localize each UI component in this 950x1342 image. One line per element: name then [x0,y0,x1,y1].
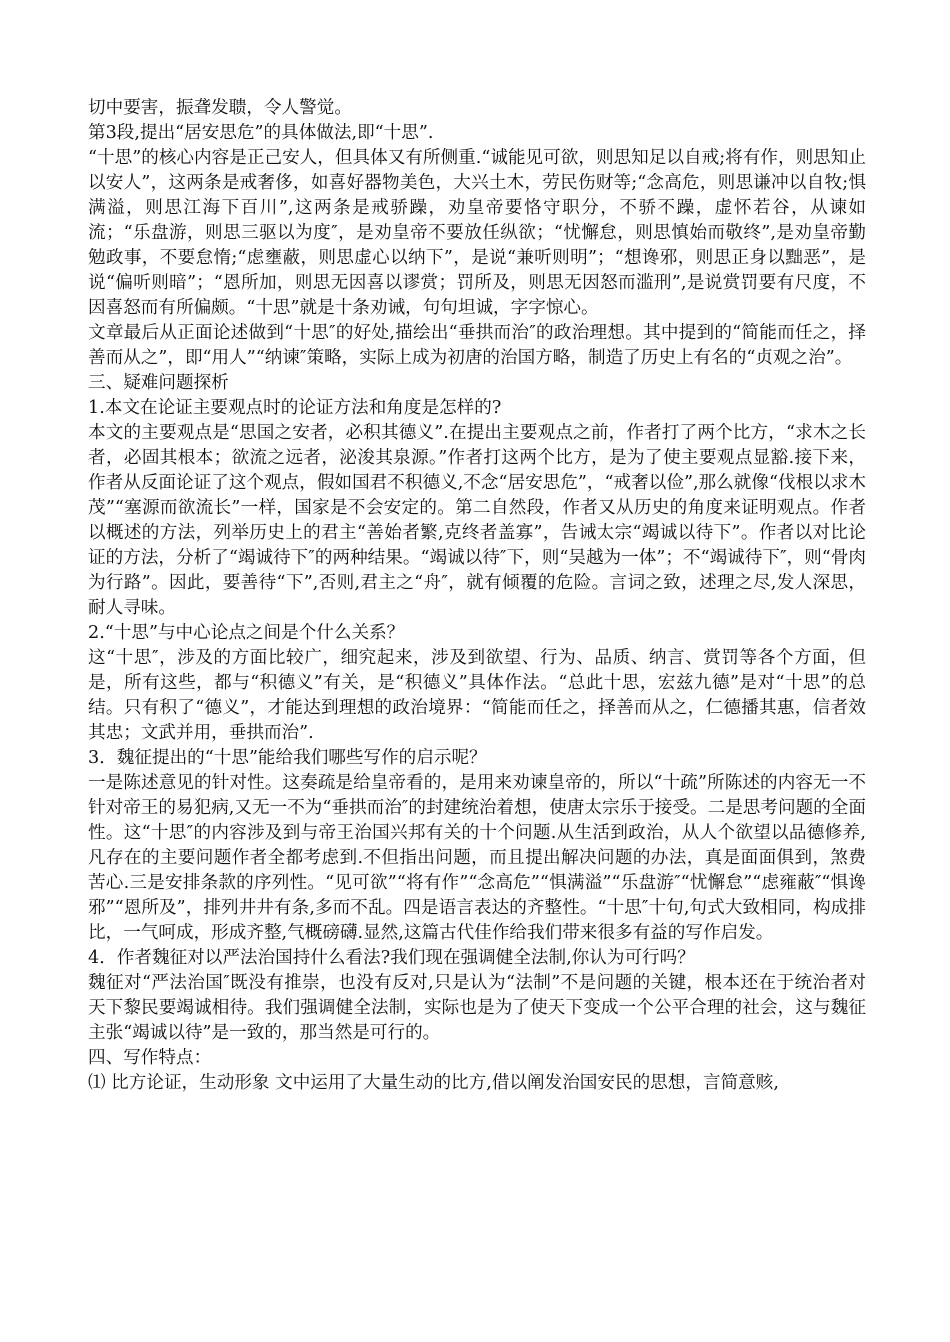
text-paragraph: “十思”的核心内容是正己安人，但具体又有所侧重.“诚能见可欲，则思知足以自戒;将有作，则思知止以安人”，这两条是戒奢侈，如喜好器物美色，大兴土木，劳民伤财等;“念高危，则思谦冲以自牧;惧满溢，则思江海下百川”,这两条是戒骄躁，劝皇帝要恪守职分，不骄不躁，虚怀若谷，从谏如流；“乐盘游，则思三驱以为度″，是劝皇帝不要放任纵欲；“忧懈怠，则思慎始而敬终”,是劝皇帝勤勉政事，不要怠惰;“虑壅蔽，则思虚心以纳下”，是说“兼听则明”；“想谗邪，则思正身以黜恶”，是说“偏听则暗”；“恩所加，则思无因喜以谬赏；罚所及，则思无因怒而滥刑”,是说赏罚要有尺度，不因喜怒而有所偏颇。“十思”就是十条劝诫，句句坦诚，字字惊心。 [88,148,866,318]
text-paragraph: 切中要害，振聋发聩，令人警觉。 [88,98,352,118]
question-heading: 4．作者魏征对以严法治国持什么看法?我们现在强调健全法制,你认为可行吗？ [88,948,695,968]
text-paragraph: 这“十思″，涉及的方面比较广，细究起来，涉及到欲望、行为、品质、纳言、赏罚等各个方面，但是，所有这些，都与“积德义”有关，是“积德义”具体作法。“总此十思，宏兹九德”是对“十思”的总结。只有积了“德义”，才能达到理想的政治境界：“简能而任之，择善而从之，仁德播其惠，信者效其忠；文武并用，垂拱而治”. [88,648,866,743]
text-paragraph: ⑴ 比方论证，生动形象 文中运用了大量生动的比方,借以阐发治国安民的思想，言简意赅, [88,1073,779,1093]
text-paragraph: 一是陈述意见的针对性。这奏疏是给皇帝看的，是用来劝谏皇帝的，所以“十疏”所陈述的内容无一不针对帝王的易犯病,又无一不为“垂拱而治″的封建统治着想，使唐太宗乐于接受。二是思考问题的全面性。这“十思″的内容涉及到与帝王治国兴邦有关的十个问题.从生活到政治，从人个欲望以品德修养,凡存在的主要问题作者全都考虑到.不但指出问题，而且提出解决问题的办法，真是面面俱到，煞费苦心.三是安排条款的序列性。“见可欲”“将有作”“念高危”“惧满溢”“乐盘游″“忧懈怠”“虑雍蔽″“惧谗邪”“恩所及”，排列井井有条,多而不乱。四是语言表达的齐整性。“十思″十句,句式大致相同，构成排比，一气呵成，形成齐整,气概磅礴.显然,这篇古代佳作给我们带来很多有益的写作启发。 [88,773,866,943]
question-heading: 2.“十思”与中心论点之间是个什么关系？ [88,623,405,643]
section-heading: 三、疑难问题探析 [88,373,229,393]
question-heading: 3．魏征提出的“十思”能给我们哪些写作的启示呢？ [88,748,487,768]
text-paragraph: 本文的主要观点是“思国之安者，必积其德义”.在提出主要观点之前，作者打了两个比方，“求木之长者，必固其根本；欲流之远者，泌浚其泉源。”作者打这两个比方，是为了使主要观点显豁.接下来，作者从反面论证了这个观点，假如国君不积德义,不念“居安思危”，“戒奢以俭”,那么就像“伐根以求木茂”“塞源而欲流长”一样，国家是不会安定的。第二自然段，作者又从历史的角度来证明观点。作者以概述的方法，列举历史上的君主“善始者繁,克终者盖寡”，告诫太宗“竭诚以待下”。作者以对比论证的方法，分析了“竭诚待下″的两种结果。“竭诚以待″下，则“吴越为一体”；不“竭诚待下″，则“骨肉为行路”。因此，要善待“下”,否则,君主之“舟″，就有倾覆的危险。言词之致，述理之尽,发人深思，耐人寻味。 [88,423,866,618]
question-heading: 1.本文在论证主要观点时的论证方法和角度是怎样的? [88,398,502,418]
text-paragraph: 魏征对“严法治国″既没有推崇，也没有反对,只是认为“法制”不是问题的关键，根本还在于统治者对天下黎民要竭诚相待。我们强调健全法制，实际也是为了使天下变成一个公平合理的社会，这与魏征主张“竭诚以待”是一致的，那当然是可行的。 [88,973,866,1043]
text-paragraph: 第3段,提出“居安思危”的具体做法,即“十思”. [88,123,434,143]
text-paragraph: 文章最后从正面论述做到“十思″的好处,描绘出“垂拱而治″的政治理想。其中提到的“简能而任之，择善而从之”，即“用人”“纳谏″策略，实际上成为初唐的治国方略，制造了历史上有名的“贞观之治”。 [88,323,866,368]
section-heading: 四、写作特点： [88,1048,212,1068]
document-body [88,96,866,1096]
